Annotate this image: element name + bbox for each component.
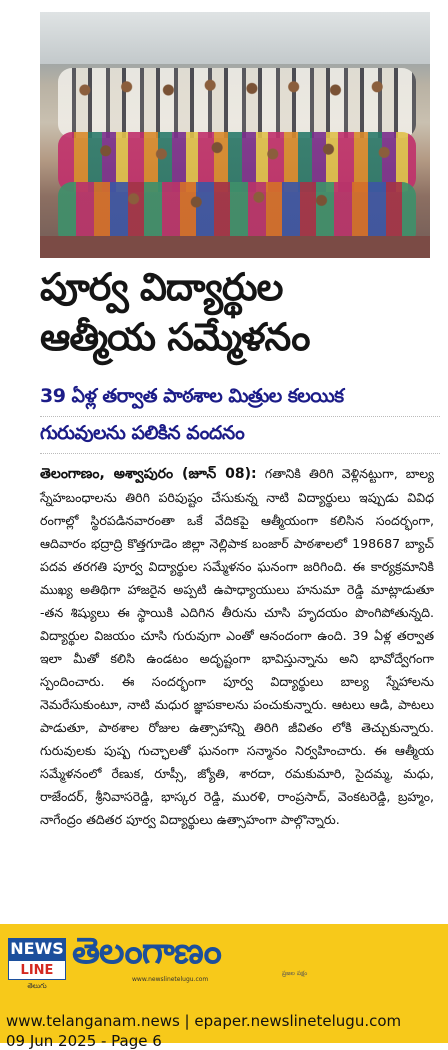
headline-line-2: ఆత్మీయ సమ్మేళనం xyxy=(40,315,310,359)
subhead-line-2: గురువులను పలికిన వందనం xyxy=(40,417,440,454)
footer-links: www.telanganam.news | epaper.newslinetelugu.com xyxy=(6,1012,402,1030)
newsline-logo xyxy=(8,938,66,990)
telanganam-brand: తెలంగాణం xyxy=(72,931,221,972)
logo-news-text: NEWS xyxy=(8,938,66,960)
logo-sub-text: తెలుగు xyxy=(27,982,47,990)
subheadings xyxy=(40,380,440,454)
footer-date-page: 09 Jun 2025 - Page 6 xyxy=(6,1032,162,1050)
headline xyxy=(40,262,440,362)
brand-url: www.newslinetelugu.com xyxy=(132,976,209,983)
photo-backdrop-banner xyxy=(40,12,430,64)
subhead-line-1: 39 ఏళ్ల తర్వాత పాఠశాల మిత్రుల కలయిక xyxy=(40,380,440,417)
article-text: గతానికి తిరిగి వెళ్లినట్టుగా, బాల్య స్నేహబంధాలను తిరిగి పరిపుష్టం చేసుకున్న నాటి విద్యార్థులు ఇప్పుడు వివిధ రంగాల్లో స్థిరపడినవారంతా ఒకే వేదికపై ఆత్మీయంగా కలిసిన సందర్భంగా, ఆదివారం భద్రాద్రి కొత్తగూడెం జిల్లా నెల్లిపాక బంజార్ పాఠశాలలో 198687 బ్యాచ్ పదవ తరగతి పూర్వ విద్యార్థుల సమ్మేళనం ఘనంగా జరిగింది. ఈ కార్యక్రమానికి ముఖ్య అతిథిగా హాజరైన అప్పటి ఉపాధ్యాయులు హనుమా రెడ్డి మాట్లాడుతూ -తన శిష్యులు ఈ స్థాయికి ఎదిగిన తీరును చూసి హృదయం పొంగిపోతున్నది. విద్యార్థుల విజయం చూసి గురువుగా ఎంతో ఆనందంగా ఉంది. 39 ఏళ్ల తర్వాత ఇలా మీతో కలిసి ఉండటం అదృష్టంగా భావిస్తున్నాను అని భావోద్వేగంగా స్పందించారు. ఈ సందర్భంగా పూర్వ విద్యార్థులు బాల్య స్నేహాలను నెమరేసుకుంటూ, నాటి మధుర జ్ఞాపకాలను పంచుకున్నారు. ఆటలు ఆడి, పాటలు పాడుతూ, పాఠశాల రోజుల ఉత్సాహాన్ని తిరిగి జీవితం లోకి తెచ్చుకున్నారు. గురువులకు పుష్ప గుచ్ఛాలతో ఘనంగా సన్మానం నిర్వహించారు. ఈ ఆత్మీయ సమ్మేళనంలో రేణుక, రూప్సీ, జ్యోతి, శారదా, రమకుమారి, సైదమ్మ, మధు, రాజేందర్, శ్రీనివాసరెడ్డి, భాస్కర రెడ్డి, మురళి, రాంప్రసాద్, వెంకటరెడ్డి, బ్రహ్మం, నాగేంద్రం తదితర పూర్వ విద్యార్థులు ఉత్సాహంగా పాల్గొన్నారు. xyxy=(40,466,435,827)
footer xyxy=(0,924,448,1050)
brand-tagline: ప్రజల పక్షం xyxy=(282,970,308,977)
photo-floor xyxy=(40,236,430,258)
article-body xyxy=(40,462,434,831)
group-photo xyxy=(40,12,430,258)
photo-people xyxy=(64,74,412,234)
dateline: తెలంగాణం, అశ్వాపురం (జూన్ 08): xyxy=(40,466,257,482)
headline-line-1: పూర్వ విద్యార్థుల xyxy=(40,265,283,309)
logo-line-text: LINE xyxy=(8,960,66,980)
